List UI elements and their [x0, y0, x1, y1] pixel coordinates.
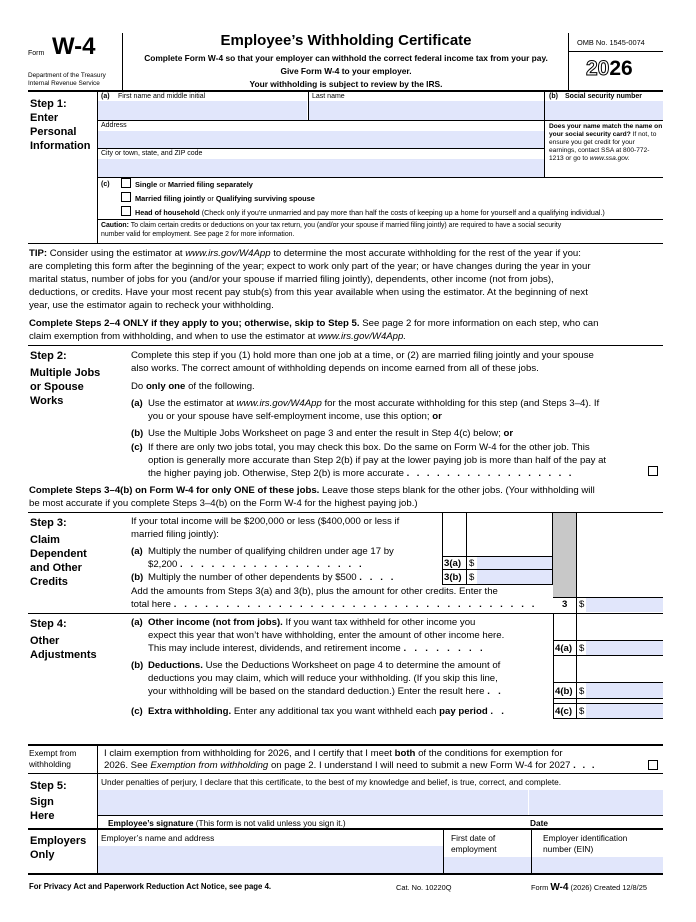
year-outline: 20 [586, 57, 610, 80]
step2-a-tag: (a) [131, 398, 143, 409]
complete24-line-2 [29, 330, 406, 343]
or-label-1: or [159, 180, 166, 189]
line-4a-dollar: $ [579, 643, 585, 654]
step4-a-line-1 [148, 616, 475, 629]
step2-c-line-1: If there are only two jobs total, you may check this box. Do the same on Form W-4 for the other job. This [148, 442, 590, 453]
step2-c-dots: . . . . . . . . . . . . . . . . . [406, 468, 574, 479]
line-3-dollar: $ [579, 599, 585, 610]
step1-title-1: Enter [30, 112, 59, 124]
step3-b-text: Multiply the number of other dependents by $500 [148, 572, 357, 583]
ein-label-1: Employer identification [543, 833, 628, 843]
step2-c-line-3 [148, 467, 574, 480]
step3-a-dots: . . . . . . . . . . . . . . . . . . [180, 559, 365, 570]
address-label: Address [101, 122, 127, 129]
tip-line-3: marital status, number of jobs for you (and/or your spouse if married filing jointly), dependents, other income (not from jobs), [29, 274, 554, 285]
signature-input[interactable] [98, 790, 528, 815]
tip-text-1: Consider using the estimator at [49, 248, 183, 259]
caution-line-2: number valid for employment. See page 2 for more information. [101, 231, 295, 238]
footer-form-date: (2026) Created 12/8/25 [570, 883, 647, 892]
ssn-note [549, 123, 663, 163]
step2-a-text-b: for the most accurate withholding for this step (and Steps 3–4). If [324, 398, 600, 409]
subtitle-1: Complete Form W-4 so that your employer can withhold the correct federal income tax from your pay. [144, 53, 548, 63]
step4-a-text-1: If you want tax withheld for other income you [285, 617, 476, 628]
dept-line2: Internal Revenue Service [28, 80, 100, 87]
step3-add-line-2 [131, 598, 537, 611]
step4-b-line-1 [148, 659, 500, 672]
step4-c-line [148, 705, 507, 718]
form-label: Form [28, 50, 45, 57]
date-label: Date [530, 818, 548, 828]
step4-b-line-3 [148, 685, 504, 698]
line-3-label: 3 [562, 599, 568, 610]
step2-b-line [148, 427, 513, 440]
line-3a-input[interactable] [477, 557, 552, 569]
tip-line-4: deductions, or credits. Have your most recent pay stub(s) from this year available when using the estimator. At the beginning of next [29, 287, 588, 298]
line-3b-input[interactable] [477, 570, 552, 584]
step4-b-dots: . . [487, 686, 504, 697]
exempt-text-2b: on page 2. I understand I will need to submit a new Form W-4 for 2027 [270, 760, 571, 771]
step5-title-1: Sign [30, 796, 54, 808]
signature-label [108, 818, 346, 828]
step4-a-line-2: expect this year that won’t have withholding, enter the amount of other income here. [148, 630, 505, 641]
line-4b-label: 4(b) [555, 686, 573, 697]
step4-b-text-3: your withholding will be based on the standard deduction.) Enter the result here [148, 686, 485, 697]
privacy-notice: For Privacy Act and Paperwork Reduction Act Notice, see page 4. [29, 882, 272, 891]
complete24-bold: Complete Steps 2–4 ONLY if they apply to you; otherwise, skip to Step 5. [29, 318, 360, 329]
line-4c-label: 4(c) [555, 706, 573, 717]
omb-number: OMB No. 1545-0074 [577, 38, 645, 47]
or-label-2: or [207, 194, 214, 203]
step3-add-dots: . . . . . . . . . . . . . . . . . . . . . . . . . . . . . . . . . . . [173, 599, 538, 610]
step3-title-4: Credits [30, 576, 68, 588]
hoh-checkbox[interactable] [121, 206, 131, 216]
caution-bold: Caution: [101, 222, 129, 229]
step4-label: Step 4: [30, 618, 67, 630]
step4-a-text-3: This may include interest, dividends, and retirement income [148, 643, 401, 654]
exempt-line-2 [104, 759, 596, 772]
step4-b-tag: (b) [131, 660, 144, 671]
step4-a-line-3 [148, 642, 485, 655]
exempt-text-1: I claim exemption from withholding for 2026, and I certify that I meet [104, 748, 392, 759]
step3-b-dots: . . . . [359, 572, 397, 583]
line-4c-input[interactable] [586, 704, 663, 718]
exempt-text-1c: of the conditions for exemption for [418, 748, 563, 759]
step1-title-2: Personal [30, 126, 77, 138]
do-b: only one [145, 381, 186, 392]
first-name-input[interactable] [98, 101, 307, 120]
footer-form-number: W-4 [550, 882, 569, 893]
last-name-input[interactable] [309, 101, 544, 120]
subtitle-2: Give Form W-4 to your employer. [280, 66, 412, 76]
step4-a-bold: Other income (not from jobs). [148, 617, 283, 628]
form-title: Employee’s Withholding Certificate [220, 32, 472, 49]
tip-line-2: are completing this form after the beginning of the year; expect to work only part of the year; or have changes during the year in your [29, 261, 591, 272]
caution-line-1 [101, 222, 561, 229]
ssn-note-bold: Does your name match the name on your social security card? [549, 123, 663, 138]
step2-b-or: or [503, 428, 514, 439]
employers-title-2: Only [30, 849, 55, 861]
step2-a-text-2: you or your spouse have self-employment income, use this option; [148, 411, 430, 422]
step4-c-tag: (c) [131, 706, 143, 717]
step2-a-line-1 [148, 397, 599, 410]
step2-a-text: Use the estimator at [148, 398, 234, 409]
step2-label: Step 2: [30, 350, 67, 362]
step3-add-line-1: Add the amounts from Steps 3(a) and 3(b), plus the amount for other credits. Enter the [131, 586, 498, 597]
step2-a-or: or [432, 411, 442, 422]
hoh-note: (Check only if you’re unmarried and pay more than half the costs of keeping up a home for yourself and a qualifying individual.) [201, 208, 605, 217]
step4-b-bold: Deductions. [148, 660, 203, 671]
step2-a-url[interactable]: www.irs.gov/W4App [236, 398, 322, 409]
exempt-label-2: withholding [29, 759, 71, 769]
step4-a-dots: . . . . . . . . [403, 643, 486, 654]
complete34-bold: Complete Steps 3–4(b) on Form W-4 for only ONE of these jobs. [29, 485, 320, 496]
mfj-checkbox[interactable] [121, 192, 131, 202]
ssn-note-rest: If not, to ensure you get credit for your earnings, contact SSA at 800-772-1213 or go to [549, 131, 657, 162]
step3-a-line-1: Multiply the number of qualifying children under age 17 by [148, 546, 394, 557]
single-label: Single [135, 180, 158, 189]
step3-a-amount: $2,200 [148, 559, 178, 570]
step2-a-line-2 [148, 410, 442, 423]
step1-label: Step 1: [30, 98, 67, 110]
complete24-url[interactable]: www.irs.gov/W4App. [318, 331, 407, 342]
city-input[interactable] [98, 159, 544, 177]
complete24-line-1 [29, 317, 598, 330]
step3-title-3: and Other [30, 562, 82, 574]
two-jobs-checkbox[interactable] [648, 466, 658, 476]
tip-text-1b: to determine the most accurate withholding for the rest of the year if you: [273, 248, 581, 259]
ein-label-2: number (EIN) [543, 844, 594, 854]
line-4b-input[interactable] [586, 683, 663, 698]
line-3a-dollar: $ [469, 558, 475, 569]
step2-title-3: Works [30, 395, 64, 407]
step4-title-1: Other [30, 635, 60, 647]
perjury-statement: Under penalties of perjury, I declare that this certificate, to the best of my knowledge and belief, is true, correct, and complete. [101, 777, 562, 787]
step2-c-tag: (c) [131, 442, 143, 453]
line-3-input[interactable] [586, 598, 663, 612]
step2-c-text-3: the higher paying job. Otherwise, Step 2(b) is more accurate [148, 468, 404, 479]
step5-label: Step 5: [30, 780, 67, 792]
step1-title-3: Information [30, 140, 91, 152]
hoh-option [135, 208, 605, 217]
employer-name-label: Employer’s name and address [101, 833, 215, 843]
step2-intro-1: Complete this step if you (1) hold more than one job at a time, or (2) are married filing jointly and your spouse [131, 350, 594, 361]
exempt-dots: . . . [573, 760, 597, 771]
tip-line-5: year, use the estimator again to recheck your withholding. [29, 300, 274, 311]
exempt-label-1: Exempt from [29, 748, 77, 758]
exempt-checkbox[interactable] [648, 760, 658, 770]
step2-title-2: or Spouse [30, 381, 84, 393]
step2-c-line-2: option is generally more accurate than Step 2(b) if pay at the lower paying job is more than half of the pay at [148, 455, 607, 466]
employers-title-1: Employers [30, 835, 87, 847]
step3-intro-1: If your total income will be $200,000 or less ($400,000 or less if [131, 516, 400, 527]
step3-shaded-column [553, 513, 577, 597]
step2-intro-2: also works. The correct amount of withholding depends on income earned from all of these jobs. [131, 363, 539, 374]
step4-title-2: Adjustments [30, 649, 97, 661]
line-4a-label: 4(a) [555, 643, 573, 654]
ssn-label: Social security number [565, 93, 643, 100]
step2-b-tag: (b) [131, 428, 144, 439]
step3-title-1: Claim [30, 534, 60, 546]
ssn-tag: (b) [549, 93, 558, 100]
footer-form-label: Form [531, 883, 549, 892]
step4-b-text-1: Use the Deductions Worksheet on page 4 to determine the amount of [205, 660, 501, 671]
subtitle-3: Your withholding is subject to review by the IRS. [249, 79, 443, 89]
first-name-label: First name and middle initial [118, 93, 206, 100]
tax-year [586, 57, 633, 81]
complete24-text-2: claim exemption from withholding, and when to use the estimator at [29, 331, 316, 342]
step4-a-tag: (a) [131, 617, 143, 628]
first-date-label-2: employment [451, 844, 497, 854]
tip-line-1 [29, 247, 581, 260]
hoh-label: Head of household [135, 208, 200, 217]
step3-add-text: total here [131, 599, 172, 610]
step2-b-text: Use the Multiple Jobs Worksheet on page 3 and enter the result in Step 4(c) below; [148, 428, 501, 439]
city-label: City or town, state, and ZIP code [101, 150, 203, 157]
cat-number: Cat. No. 10220Q [396, 883, 452, 892]
ein-input[interactable] [532, 857, 663, 873]
step3-b-line [148, 571, 396, 584]
ssn-input[interactable] [545, 101, 663, 120]
step4-b-line-2: deductions you may claim, which will reduce your withholding. (If you skip this line, [148, 673, 498, 684]
step4-c-text: Enter any additional tax you want withheld each [233, 706, 437, 717]
filing-status-tag: (c) [101, 181, 110, 188]
step4-c-dots: . . [490, 706, 507, 717]
line-3b-label: 3(b) [444, 572, 462, 583]
line-3a-label: 3(a) [444, 558, 462, 569]
step5-title-2: Here [30, 810, 55, 822]
complete34-line-2: be most accurate if you complete Steps 3–4(b) on the Form W-4 for the highest paying job.) [29, 498, 418, 509]
date-input[interactable] [529, 790, 663, 815]
caution-text-1: To claim certain credits or deductions on your tax return, you (and/or your spouse if married filing jointly) are required to have a social security [130, 222, 562, 229]
tip-url[interactable]: www.irs.gov/W4App [185, 248, 271, 259]
signature-bold: Employee’s signature [108, 818, 194, 828]
address-input[interactable] [98, 131, 544, 148]
first-date-input[interactable] [444, 857, 531, 873]
do-a: Do [131, 381, 144, 392]
step4-c-bold2: pay period [439, 706, 488, 717]
exempt-italic: Exemption from withholding [150, 760, 269, 771]
signature-note: (This form is not valid unless you sign it.) [195, 818, 346, 828]
ssn-note-url[interactable]: www.ssa.gov. [589, 155, 630, 162]
step3-intro-2: married filing jointly): [131, 529, 219, 540]
line-4a-input[interactable] [586, 641, 663, 655]
first-date-label-1: First date of [451, 833, 496, 843]
employer-name-input[interactable] [98, 846, 443, 873]
footer-form [531, 882, 647, 893]
mfj-option [135, 194, 315, 203]
tip-label: TIP: [29, 248, 48, 259]
single-checkbox[interactable] [121, 178, 131, 188]
line-4c-dollar: $ [579, 706, 585, 717]
step2-do-one [131, 380, 255, 393]
first-name-tag: (a) [101, 93, 110, 100]
line-3b-dollar: $ [469, 572, 475, 583]
exempt-text-2: 2026. See [104, 760, 148, 771]
step4-c-bold: Extra withholding. [148, 706, 232, 717]
step3-a-line-2 [148, 558, 364, 571]
dept-line1: Department of the Treasury [28, 72, 106, 79]
complete34-rest: Leave those steps blank for the other jobs. (Your withholding will [322, 485, 595, 496]
step2-title-1: Multiple Jobs [30, 367, 101, 379]
year-bold: 26 [609, 57, 633, 80]
qss-label: Qualifying surviving spouse [215, 194, 315, 203]
complete24-rest: See page 2 for more information on each step, who can [362, 318, 599, 329]
single-option [135, 180, 253, 189]
step3-b-tag: (b) [131, 572, 144, 583]
step3-title-2: Dependent [30, 548, 87, 560]
last-name-label: Last name [312, 93, 345, 100]
step3-a-tag: (a) [131, 546, 143, 557]
mfs-label: Married filing separately [167, 180, 253, 189]
do-c: of the following. [188, 381, 255, 392]
step3-label: Step 3: [30, 517, 67, 529]
complete34-line-1 [29, 484, 595, 497]
form-number: W-4 [52, 33, 96, 60]
mfj-label: Married filing jointly [135, 194, 206, 203]
exempt-both: both [394, 748, 416, 759]
line-4b-dollar: $ [579, 686, 585, 697]
